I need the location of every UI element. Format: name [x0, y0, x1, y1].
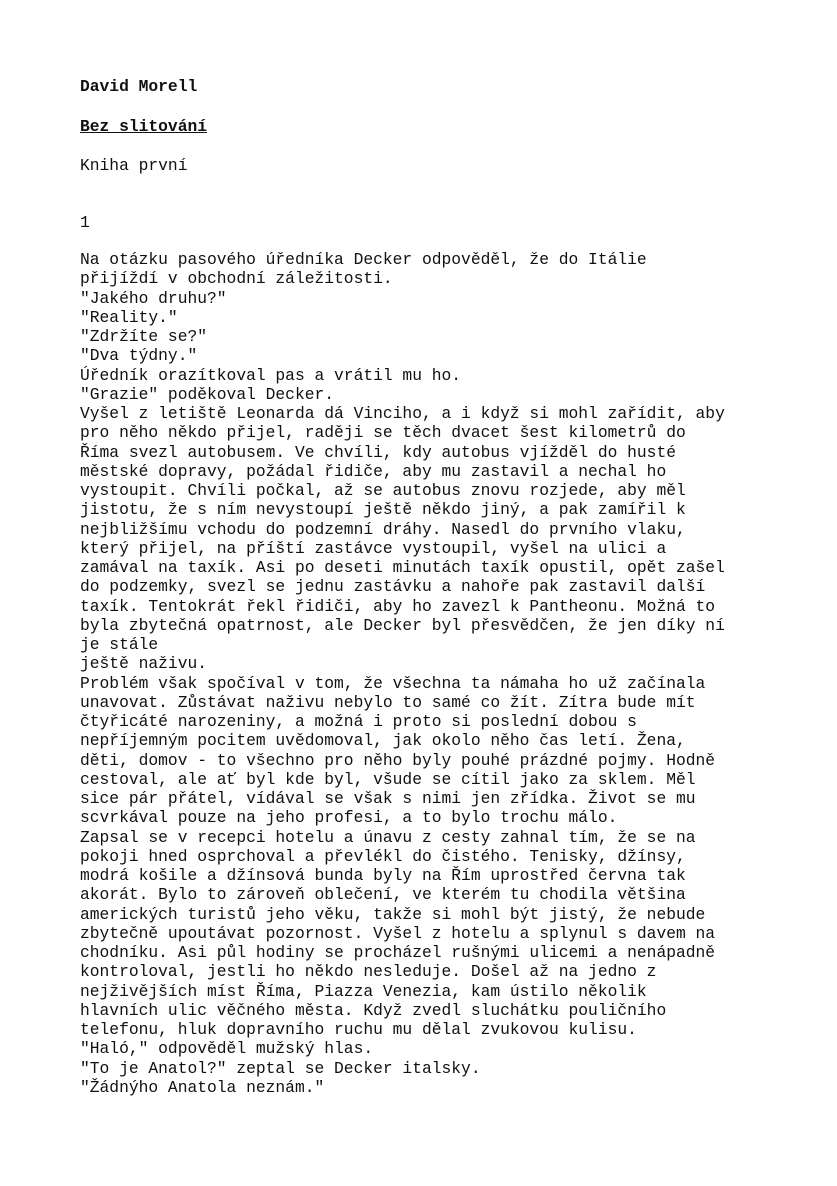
text-line: pokoji hned osprchoval a převlékl do čistého. Tenisky, džínsy, [80, 846, 686, 866]
text-line: nepříjemným pocitem uvědomoval, jak okolo něho čas letí. Žena, [80, 731, 686, 751]
text-line: "Jakého druhu?" [80, 288, 227, 308]
text-line: "Zdržíte se?" [80, 327, 208, 346]
text-line: nejživějších míst Říma, Piazza Venezia, kam ústilo několik [80, 981, 647, 1001]
text-line: zbytečně upoutávat pozornost. Vyšel z hotelu a splynul s davem na [80, 923, 716, 943]
text-line: scvrkával pouze na jeho profesi, a to bylo trochu málo. [80, 808, 618, 828]
text-line: zamával na taxík. Asi po deseti minutách taxík opustil, opět zašel [80, 558, 725, 577]
text-line: telefonu, hluk dopravního ruchu mu dělal zvukovou kulisu. [80, 1020, 637, 1039]
body-text [80, 250, 780, 1097]
text-line: "Dva týdny." [80, 346, 198, 366]
text-line: hlavních ulic věčného města. Když zvedl sluchátku pouličního [80, 1000, 667, 1020]
text-line: "To je Anatol?" zeptal se Decker italsky. [80, 1058, 481, 1078]
text-line: amerických turistů jeho věku, takže si mohl být jistý, že nebude [80, 904, 706, 924]
text-line: čtyřicáté narozeniny, a možná i proto si poslední dobou s [80, 712, 637, 731]
text-line: jistotu, že s ním nevystoupí ještě někdo jiný, a pak zamířil k [80, 500, 686, 520]
text-line: vystoupit. Chvíli počkal, až se autobus znovu rozjede, aby měl [80, 481, 686, 500]
text-line: sice pár přátel, vídával se však s nimi jen zřídka. Život se mu [80, 789, 696, 808]
author-name: David Morell [80, 77, 198, 96]
text-line: "Haló," odpověděl mužský hlas. [80, 1039, 374, 1059]
text-line: Problém však spočíval v tom, že všechna ta námaha ho už začínala [80, 673, 706, 693]
text-line: "Grazie" poděkoval Decker. [80, 384, 335, 404]
text-line: který přijel, na příští zastávce vystoupil, vyšel na ulici a [80, 538, 667, 558]
text-line: městské dopravy, požádal řidiče, aby mu zastavil a nechal ho [80, 461, 667, 481]
text-line: pro něho někdo přijel, raději se těch dvacet šest kilometrů do [80, 423, 686, 443]
text-line: ještě naživu. [80, 654, 208, 674]
text-line: akorát. Bylo to zároveň oblečení, ve kterém tu chodila většina [80, 885, 686, 905]
text-line: přijíždí v obchodní záležitosti. [80, 269, 393, 289]
text-line: taxík. Tentokrát řekl řidiči, aby ho zavezl k Pantheonu. Možná to [80, 596, 716, 616]
book-part-heading: Kniha první [80, 156, 188, 175]
text-line: Říma svezl autobusem. Ve chvíli, kdy autobus vjížděl do husté [80, 442, 676, 462]
text-line: Vyšel z letiště Leonarda dá Vinciho, a i když si mohl zařídit, aby [80, 404, 725, 423]
text-line: nejbližšímu vchodu do podzemní dráhy. Nasedl do prvního vlaku, [80, 519, 686, 539]
text-line: "Žádnýho Anatola neznám." [80, 1077, 325, 1097]
book-title: Bez slitování [80, 117, 208, 136]
text-line: kontroloval, jestli ho někdo nesleduje. Došel až na jedno z [80, 962, 657, 982]
text-line: unavovat. Zůstávat naživu nebylo to samé co žít. Zítra bude mít [80, 692, 696, 712]
text-line: byla zbytečná opatrnost, ale Decker byl přesvědčen, že jen díky ní [80, 615, 725, 635]
text-line: Zapsal se v recepci hotelu a únavu z cesty zahnal tím, že se na [80, 827, 696, 847]
text-line: Na otázku pasového úředníka Decker odpověděl, že do Itálie [80, 250, 647, 269]
text-line: děti, domov - to všechno pro něho byly pouhé prázdné pojmy. Hodně [80, 750, 716, 770]
text-line: chodníku. Asi půl hodiny se procházel rušnými ulicemi a nenápadně [80, 943, 716, 962]
chapter-number: 1 [80, 213, 90, 232]
text-line: "Reality." [80, 307, 178, 327]
text-line: modrá košile a džínsová bunda byly na Řím uprostřed června tak [80, 866, 686, 885]
text-line: cestoval, ale ať byl kde byl, všude se cítil jako za sklem. Měl [80, 769, 696, 789]
text-line: Úředník orazítkoval pas a vrátil mu ho. [80, 365, 462, 385]
document-page [80, 76, 780, 1097]
text-line: do podzemky, svezl se jednu zastávku a nahoře pak zastavil další [80, 577, 706, 597]
text-line: je stále [80, 635, 159, 654]
